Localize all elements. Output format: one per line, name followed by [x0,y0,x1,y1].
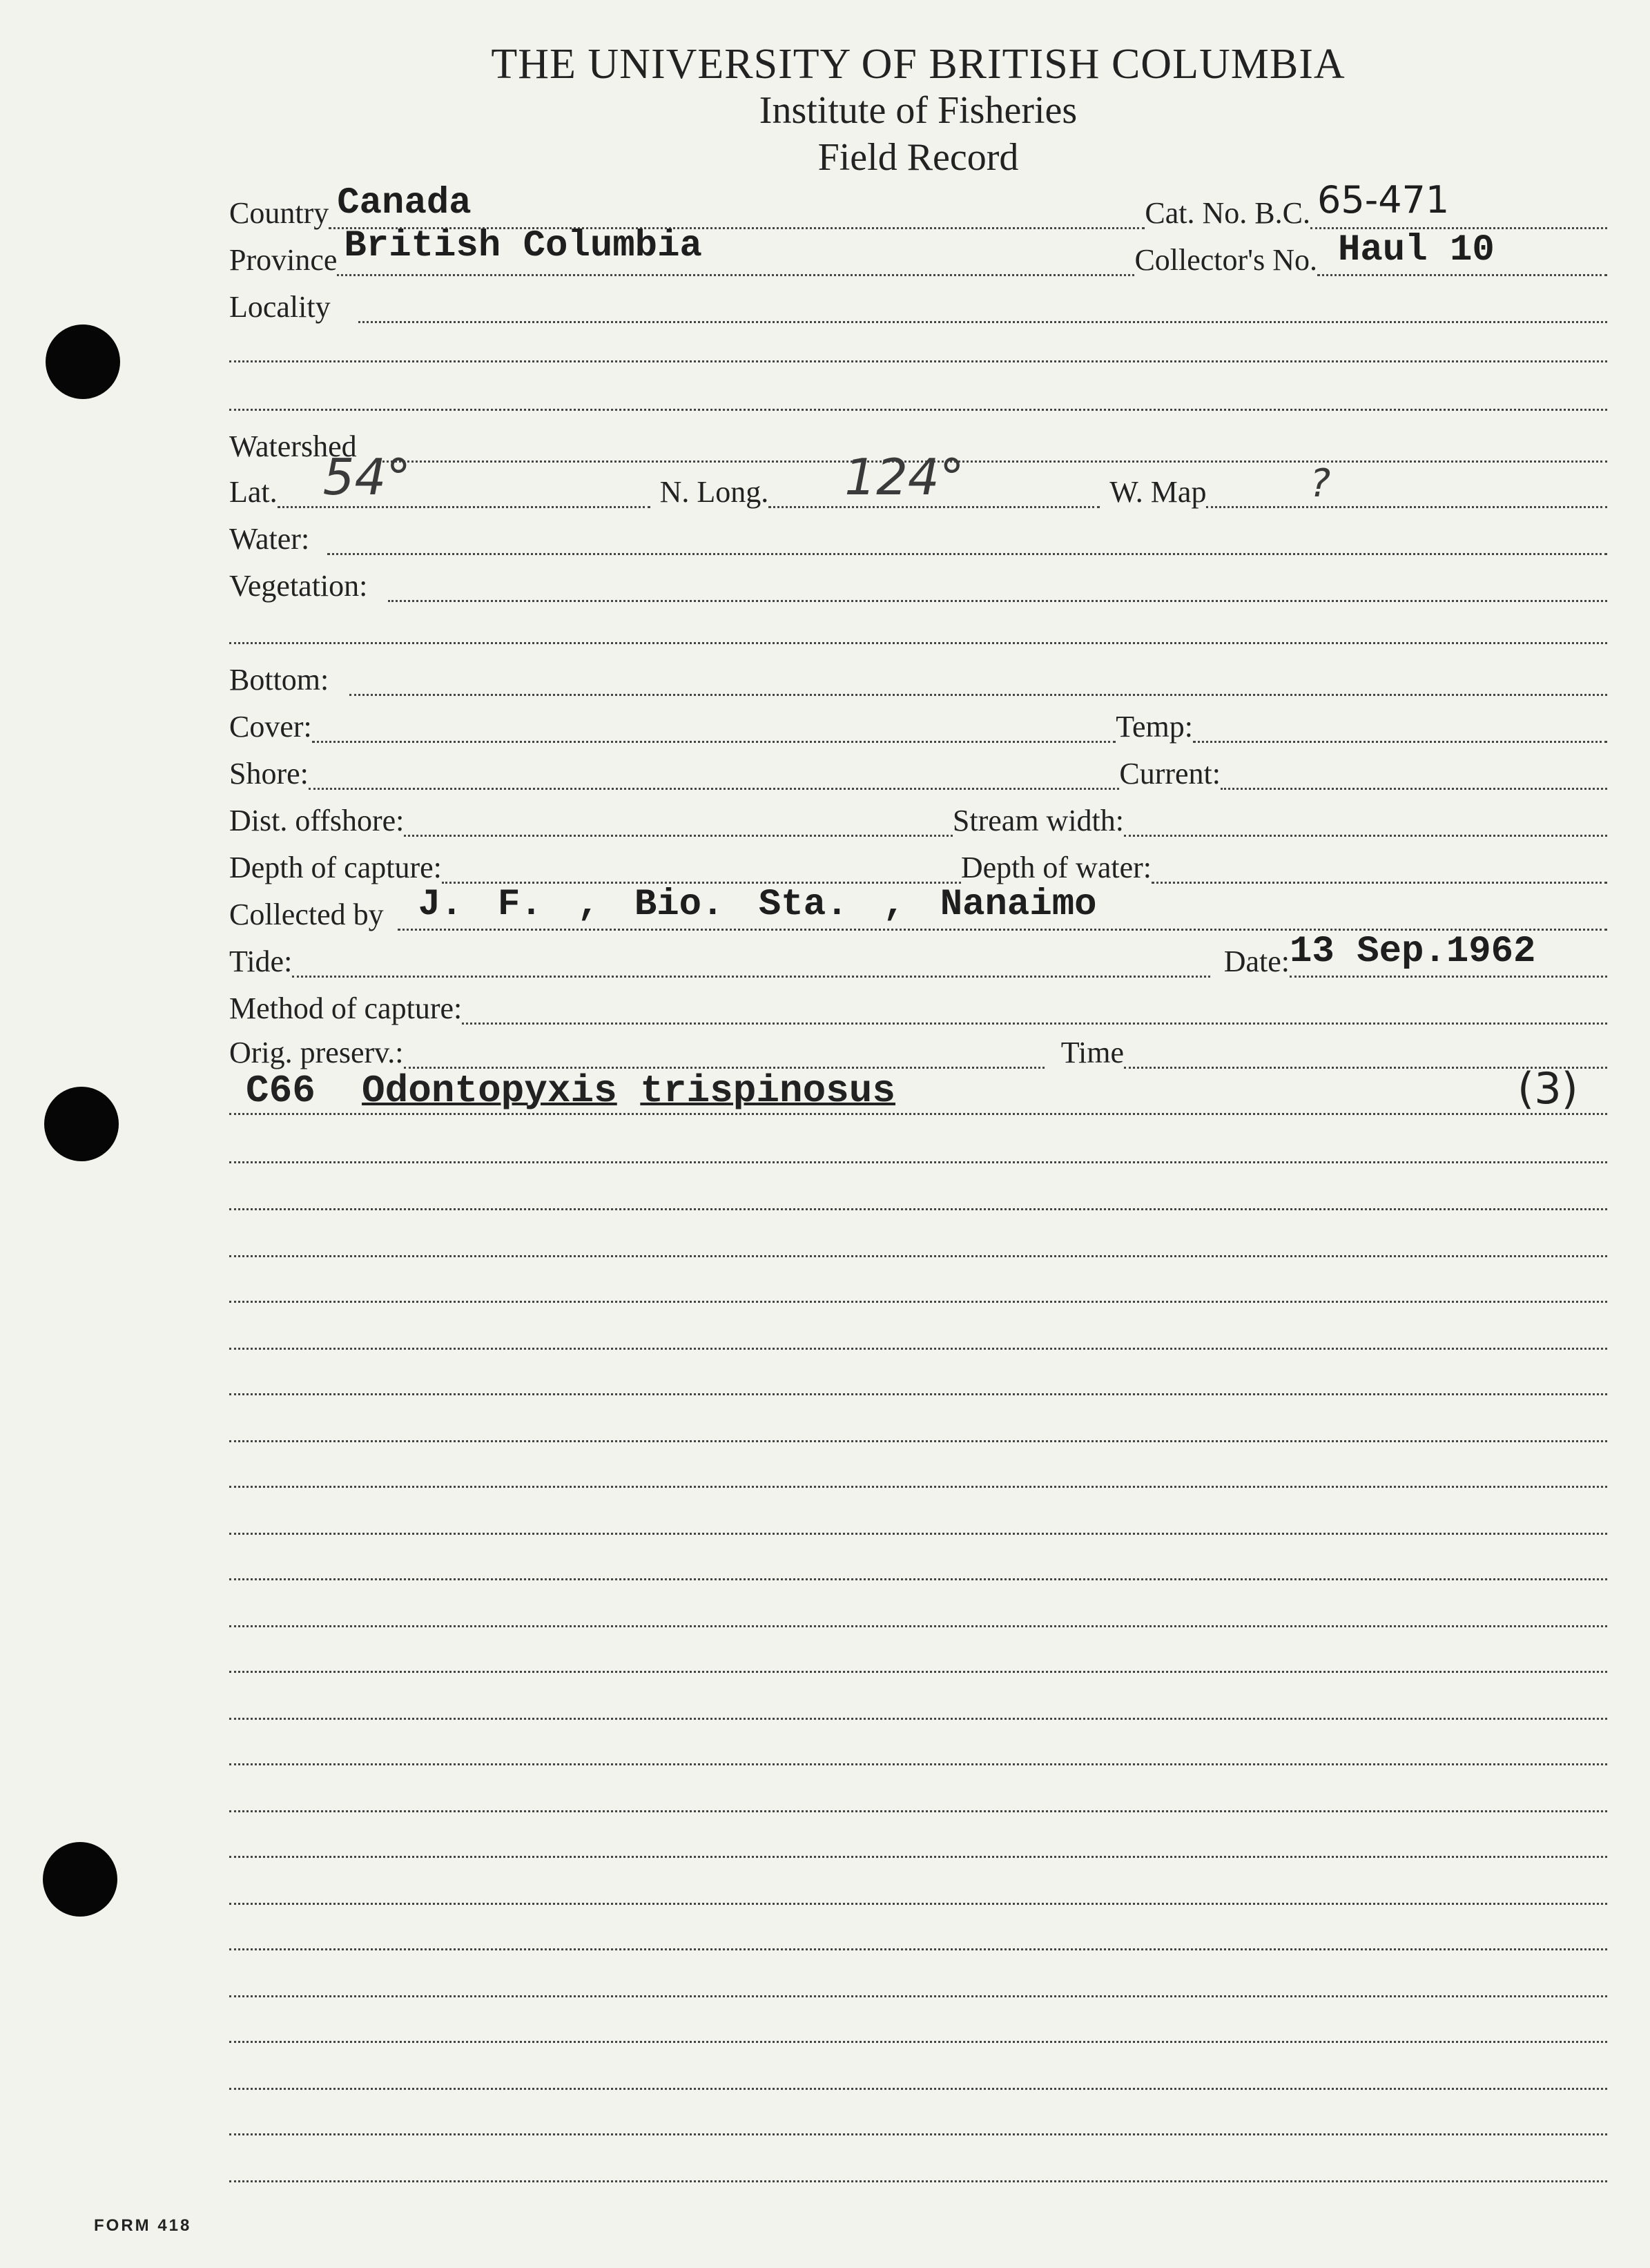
locality-line-3 [229,409,1607,411]
cat-no-field [1310,178,1607,229]
bottom-row [229,657,1607,701]
bottom-label: Bottom: [229,663,329,697]
ruled-line [229,1161,1607,1163]
dist-offshore-label: Dist. offshore: [229,804,405,837]
collectors-no-label: Collector's No. [1134,243,1317,277]
collectors-no-value: Haul 10 [1338,229,1495,271]
orig-preserv-field [404,1022,1045,1069]
ruled-line [229,1903,1607,1905]
ruled-line [229,1578,1607,1580]
depth-row [229,845,1607,889]
specimen-species: trispinosus [640,1069,895,1113]
ruled-line [229,1948,1607,1950]
coordinates-row [229,448,1607,514]
ruled-line [229,2180,1607,2182]
collected-by-label: Collected by [229,898,384,931]
tide-label: Tide: [229,944,293,978]
lat-label: Lat. [229,475,278,509]
form-number: FORM 418 [94,2216,192,2235]
punch-hole-bottom [43,1842,117,1917]
dist-offshore-row [229,798,1607,842]
institute-title: Institute of Fisheries [759,89,1078,132]
ruled-line [229,2133,1607,2135]
dist-offshore-field [404,791,953,837]
lat-value: 54° [322,448,411,506]
shore-row [229,751,1607,795]
specimen-entry [246,1069,895,1113]
date-field [1290,931,1607,978]
method-field [462,978,1607,1025]
province-field [337,225,1134,276]
method-label: Method of capture: [229,991,463,1025]
ruled-line [229,1393,1607,1395]
ruled-line [229,1625,1607,1627]
ruled-line [229,1810,1607,1812]
ruled-line [229,1995,1607,1997]
cover-field [312,697,1116,743]
long-value: 124° [844,448,964,506]
university-title: THE UNIVERSITY OF BRITISH COLUMBIA [491,41,1346,88]
ruled-line [229,1486,1607,1488]
temp-label: Temp: [1116,710,1193,744]
temp-field [1193,697,1607,743]
ruled-line [229,1671,1607,1673]
depth-capture-label: Depth of capture: [229,851,442,884]
ruled-line [229,1208,1607,1210]
time-label: Time [1060,1036,1124,1069]
collected-by-value: J. F. , Bio. Sta. , Nanaimo [418,884,1097,926]
date-value: 13 Sep.1962 [1290,931,1536,973]
specimen-line [229,1113,1607,1115]
ruled-line [229,1718,1607,1720]
watershed-label: Watershed [229,429,357,463]
cover-row [229,704,1607,748]
lat-field [278,448,650,508]
watershed-field [373,416,1607,463]
depth-capture-field [442,837,961,884]
water-field [327,509,1607,555]
specimen-count: (3) [1517,1063,1578,1114]
collected-by-row [229,884,1607,936]
ruled-line [229,1856,1607,1858]
water-row [229,516,1607,561]
locality-line-2 [229,360,1607,362]
tide-field [292,931,1210,978]
record-title: Field Record [817,136,1019,179]
cat-no-value: 65-471 [1317,178,1450,222]
collectors-no-field [1317,230,1607,276]
n-long-label: N. Long. [659,475,769,509]
shore-label: Shore: [229,757,309,791]
map-value: ? [1310,461,1331,506]
current-label: Current: [1119,757,1221,791]
province-value: British Columbia [344,225,702,267]
country-label: Country [229,196,329,230]
punch-hole-top [46,324,120,399]
collected-by-field [398,884,1607,931]
ruled-line [229,1255,1607,1257]
date-label: Date: [1223,944,1290,978]
province-label: Province [229,243,338,277]
vegetation-label: Vegetation: [229,569,368,603]
ruled-line [229,1533,1607,1535]
current-field [1221,744,1607,790]
long-field [768,448,1100,508]
specimen-genus: Odontopyxis [362,1069,617,1113]
vegetation-row [229,563,1607,608]
ruled-line [229,1440,1607,1442]
tide-row [229,931,1607,983]
w-map-label: W. Map [1109,475,1207,509]
orig-preserv-row [229,1030,1607,1074]
depth-water-field [1152,837,1607,884]
ruled-line [229,1763,1607,1765]
stream-width-field [1124,791,1607,837]
country-value: Canada [337,182,472,224]
punch-hole-middle [44,1087,119,1161]
depth-water-label: Depth of water: [960,851,1152,884]
time-field [1124,1022,1607,1069]
cat-no-label: Cat. No. B.C. [1145,196,1310,230]
province-row [229,225,1607,282]
stream-width-label: Stream width: [952,804,1124,837]
water-label: Water: [229,522,310,556]
ruled-line [229,1301,1607,1303]
bottom-field [349,650,1607,696]
locality-row [229,284,1607,329]
locality-label: Locality [229,290,331,324]
ruled-line [229,2041,1607,2043]
country-field [329,183,1145,229]
vegetation-field [388,556,1607,602]
orig-preserv-label: Orig. preserv.: [229,1036,404,1069]
cover-label: Cover: [229,710,312,744]
vegetation-line-2 [229,642,1607,644]
specimen-code: C66 [246,1069,316,1113]
locality-field [358,277,1607,323]
map-field [1206,462,1607,508]
ruled-line [229,1348,1607,1350]
shore-field [309,744,1119,790]
ruled-line [229,2088,1607,2090]
